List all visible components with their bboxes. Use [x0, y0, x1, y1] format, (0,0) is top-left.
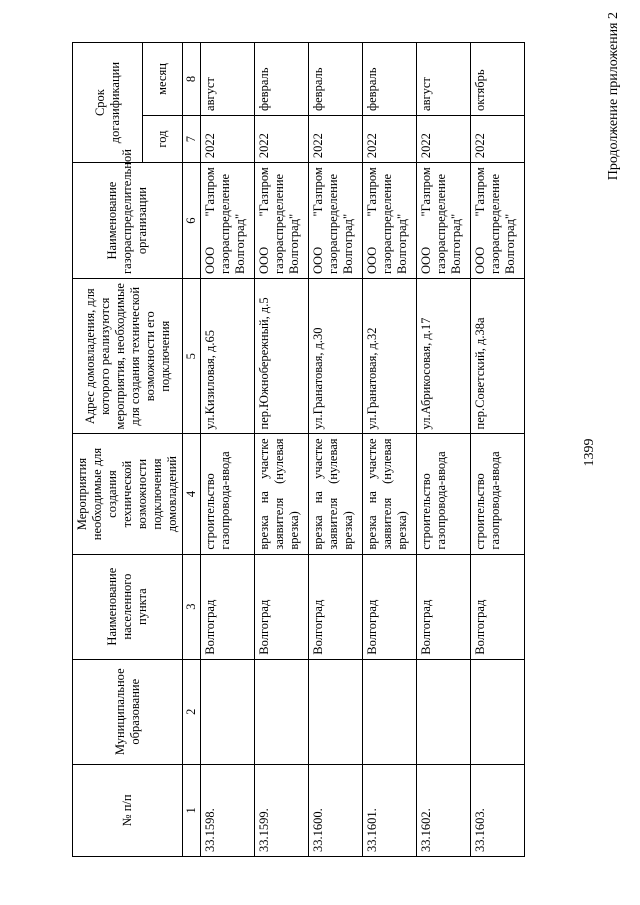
header-deadline: Срок догазификации [73, 43, 143, 163]
row-organization: ООО "Газпром газораспределение Волгоград" [363, 163, 417, 279]
row-measure: строительство газопровода-ввода [471, 434, 525, 554]
table-row [363, 43, 417, 857]
row-year: 2022 [309, 115, 363, 162]
row-organization: ООО "Газпром газораспределение Волгоград" [417, 163, 471, 279]
row-municipality [417, 659, 471, 764]
row-year: 2022 [417, 115, 471, 162]
column-number: 5 [183, 278, 201, 434]
row-month: август [417, 43, 471, 116]
row-address: ул.Гранатовая, д.30 [309, 278, 363, 434]
header-locality: Наименование населенного пункта [73, 554, 183, 659]
row-organization: ООО "Газпром газораспределение Волгоград" [255, 163, 309, 279]
row-measure: врезка на участке заявителя (нулевая врезка) [255, 434, 309, 554]
row-measure: врезка на участке заявителя (нулевая врезка) [309, 434, 363, 554]
column-number: 3 [183, 554, 201, 659]
table-row [471, 43, 525, 857]
header-measures: Мероприятия необходимые для создания технической возможности подключения домовладений [73, 434, 183, 554]
column-number: 8 [183, 43, 201, 116]
column-number: 6 [183, 163, 201, 279]
row-measure: врезка на участке заявителя (нулевая врезка) [363, 434, 417, 554]
header-municipality: Муниципальное образование [73, 659, 183, 764]
row-year: 2022 [255, 115, 309, 162]
row-month: февраль [363, 43, 417, 116]
row-number: 33.1600. [309, 764, 363, 856]
row-locality: Волгоград [201, 554, 255, 659]
column-number: 2 [183, 659, 201, 764]
header-row [73, 43, 143, 857]
row-month: февраль [309, 43, 363, 116]
row-municipality [309, 659, 363, 764]
row-address: ул.Абрикосовая, д.17 [417, 278, 471, 434]
row-month: август [201, 43, 255, 116]
row-measure: строительство газопровода-ввода [417, 434, 471, 554]
row-locality: Волгоград [363, 554, 417, 659]
row-number: 33.1598. [201, 764, 255, 856]
header-num: № п/п [73, 764, 183, 856]
row-year: 2022 [201, 115, 255, 162]
row-address: пер.Южнобережный, д.5 [255, 278, 309, 434]
row-year: 2022 [363, 115, 417, 162]
row-locality: Волгоград [255, 554, 309, 659]
gasification-table [72, 42, 525, 857]
row-number: 33.1602. [417, 764, 471, 856]
column-number: 1 [183, 764, 201, 856]
row-number: 33.1601. [363, 764, 417, 856]
row-locality: Волгоград [309, 554, 363, 659]
row-organization: ООО "Газпром газораспределение Волгоград" [309, 163, 363, 279]
row-municipality [363, 659, 417, 764]
row-month: октябрь [471, 43, 525, 116]
row-address: ул.Кизиловая, д.65 [201, 278, 255, 434]
column-numbers-row [183, 43, 201, 857]
page-number: 1399 [582, 438, 597, 467]
row-year: 2022 [471, 115, 525, 162]
header-month: месяц [143, 43, 183, 116]
column-number: 7 [183, 115, 201, 162]
table-row [309, 43, 363, 857]
table-row [255, 43, 309, 857]
row-month: февраль [255, 43, 309, 116]
header-year: год [143, 115, 183, 162]
row-municipality [201, 659, 255, 764]
row-organization: ООО "Газпром газораспределение Волгоград" [471, 163, 525, 279]
row-number: 33.1599. [255, 764, 309, 856]
table-row [417, 43, 471, 857]
row-number: 33.1603. [471, 764, 525, 856]
row-address: ул.Гранатовая, д.32 [363, 278, 417, 434]
row-locality: Волгоград [471, 554, 525, 659]
table-row [201, 43, 255, 857]
row-address: пер.Советский, д.38а [471, 278, 525, 434]
row-municipality [471, 659, 525, 764]
row-measure: строительство газопровода-ввода [201, 434, 255, 554]
column-number: 4 [183, 434, 201, 554]
row-locality: Волгоград [417, 554, 471, 659]
header-organization: Наименование газораспределительной организации [73, 163, 183, 279]
continuation-note: Продолжение приложения 2 [606, 12, 621, 181]
row-municipality [255, 659, 309, 764]
row-organization: ООО "Газпром газораспределение Волгоград" [201, 163, 255, 279]
header-address: Адрес домовладения, для которого реализуются мероприятия, необходимые для создания технической возможности его подключения [73, 278, 183, 434]
